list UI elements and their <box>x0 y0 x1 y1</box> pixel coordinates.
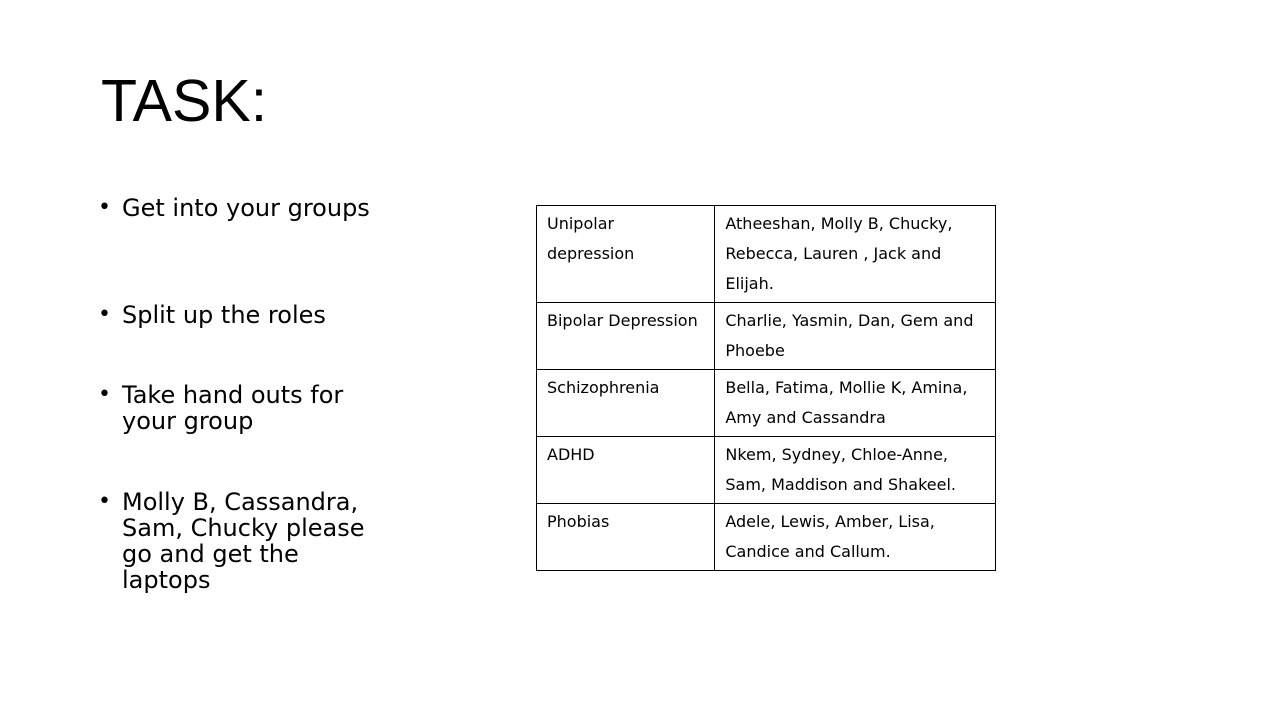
bullet-text: Split up the roles <box>122 301 326 329</box>
condition-cell: Phobias <box>537 504 715 571</box>
students-cell: Adele, Lewis, Amber, Lisa, Candice and Callum. <box>715 504 996 571</box>
students-cell: Charlie, Yasmin, Dan, Gem and Phoebe <box>715 303 996 370</box>
bullet-marker: • <box>98 195 111 220</box>
table-row <box>537 370 996 437</box>
bullet-text: Get into your groups <box>122 194 370 222</box>
condition-cell: ADHD <box>537 437 715 504</box>
table-row <box>537 206 996 303</box>
condition-cell: Unipolar depression <box>537 206 715 303</box>
slide-title: TASK: <box>101 68 268 134</box>
bullet-marker: • <box>98 382 111 407</box>
table-row <box>537 504 996 571</box>
condition-cell: Bipolar Depression <box>537 303 715 370</box>
students-cell: Nkem, Sydney, Chloe-Anne, Sam, Maddison and Shakeel. <box>715 437 996 504</box>
bullet-text: Molly B, Cassandra, Sam, Chucky please go and get the laptops <box>122 488 365 594</box>
bullet-text: Take hand outs for your group <box>122 381 344 435</box>
table-row <box>537 437 996 504</box>
bullet-marker: • <box>98 302 111 327</box>
condition-cell: Schizophrenia <box>537 370 715 437</box>
table-row <box>537 303 996 370</box>
students-cell: Atheeshan, Molly B, Chucky, Rebecca, Lauren , Jack and Elijah. <box>715 206 996 303</box>
groups-table <box>536 205 996 571</box>
students-cell: Bella, Fatima, Mollie K, Amina, Amy and Cassandra <box>715 370 996 437</box>
bullet-marker: • <box>98 489 111 514</box>
